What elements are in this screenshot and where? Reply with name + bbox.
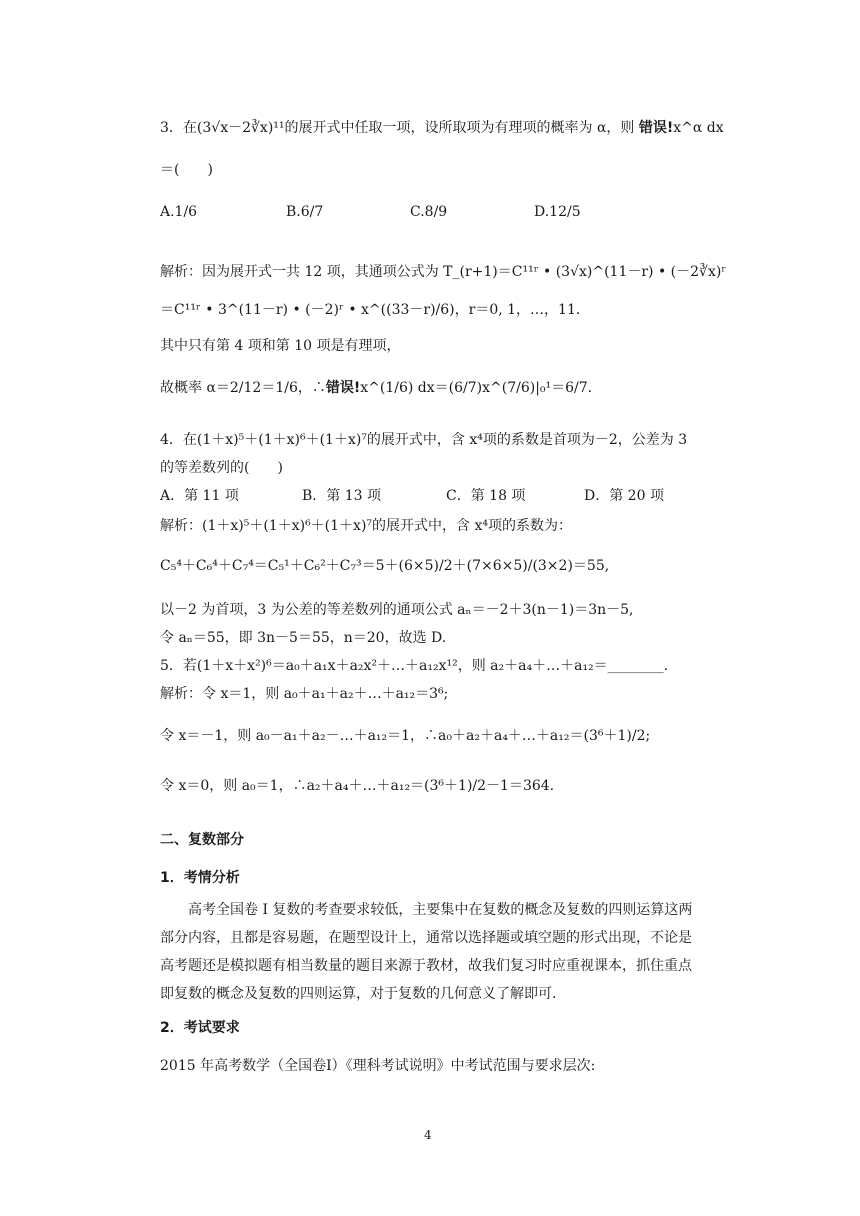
q4-solution-line1: 解析：(1＋x)⁵＋(1＋x)⁶＋(1＋x)⁷的展开式中，含 x⁴项的系数为：: [160, 518, 572, 534]
analysis-paragraph: 高考全国卷 I 复数的考查要求较低，主要集中在复数的概念及复数的四则运算这两部分内容，且都是容易题，在题型设计上，通常以选择题或填空题的形式出现，不论是高考题还是模拟题有相当数量的题目来源于教材，故我们复习时应重视课本，抓住重点即复数的概念及复数的四则运算，对于复数的几何意义了解即可.: [160, 902, 693, 1002]
q3-solution-line1: 解析：因为展开式一共 12 项，其通项公式为 T_(r+1)＝C¹¹ʳ • (3√x)^(11－r) • (－2∛x)ʳ: [160, 264, 727, 280]
q3-option-d: D.12/5: [534, 204, 581, 220]
q4-option-a: A．第 11 项: [160, 488, 239, 504]
q4-stem-line1: 4．在(1＋x)⁵＋(1＋x)⁶＋(1＋x)⁷的展开式中，含 x⁴项的系数是首项为－2，公差为 3: [160, 432, 688, 448]
q3-solution-line4: 故概率 α＝2/12＝1/6，∴错误!x^(1/6) dx＝(6/7)x^(7/6)|₀¹＝6/7.: [160, 380, 593, 396]
q5-solution-line1: 解析：令 x＝1，则 a₀＋a₁＋a₂＋…＋a₁₂＝3⁶;: [160, 686, 449, 702]
q3-option-b: B.6/7: [286, 204, 324, 220]
q3-stem-line2: ＝( ): [160, 162, 213, 178]
q4-option-b: B．第 13 项: [302, 488, 382, 504]
q3-solution-line3: 其中只有第 4 项和第 10 项是有理项，: [160, 338, 401, 354]
subsection-analysis: 1．考情分析: [160, 870, 240, 886]
q4-solution-line4: 令 aₙ＝55，即 3n－5＝55，n＝20，故选 D.: [160, 630, 447, 646]
requirements-paragraph: 2015 年高考数学（全国卷Ⅰ）《理科考试说明》中考试范围与要求层次:: [160, 1058, 596, 1074]
section-title: 二、复数部分: [160, 832, 244, 848]
q5-solution-line2: 令 x＝－1，则 a₀－a₁＋a₂－…＋a₁₂＝1，∴a₀＋a₂＋a₄＋…＋a₁₂＝(3⁶＋1)/2;: [160, 728, 651, 744]
q4-stem-line2: 的等差数列的( ): [160, 460, 283, 476]
q3-solution-line2: ＝C¹¹ʳ • 3^(11－r) • (－2)ʳ • x^((33－r)/6)，r＝0, 1，…，11.: [160, 302, 581, 318]
q4-solution-line3: 以－2 为首项，3 为公差的等差数列的通项公式 aₙ＝－2＋3(n－1)＝3n－5,: [160, 602, 634, 618]
q3-stem-line1: 3．在(3√x－2∛x)¹¹的展开式中任取一项，设所取项为有理项的概率为 α，则 错误!x^α dx: [160, 120, 724, 136]
q5-stem: 5．若(1＋x＋x²)⁶＝a₀＋a₁x＋a₂x²＋…＋a₁₂x¹²，则 a₂＋a₄＋…＋a₁₂＝________.: [160, 658, 669, 674]
q3-option-c: C.8/9: [410, 204, 448, 220]
q4-option-d: D．第 20 项: [584, 488, 664, 504]
subsection-requirements: 2．考试要求: [160, 1020, 240, 1036]
q4-solution-line2: C₅⁴＋C₆⁴＋C₇⁴＝C₅¹＋C₆²＋C₇³＝5＋(6×5)/2＋(7×6×5)/(3×2)＝55,: [160, 558, 610, 574]
q3-option-a: A.1/6: [160, 204, 198, 220]
page-number: 4: [424, 1128, 432, 1142]
q5-solution-line3: 令 x＝0，则 a₀＝1，∴a₂＋a₄＋…＋a₁₂＝(3⁶＋1)/2－1＝364.: [160, 778, 555, 794]
q4-option-c: C．第 18 项: [446, 488, 526, 504]
